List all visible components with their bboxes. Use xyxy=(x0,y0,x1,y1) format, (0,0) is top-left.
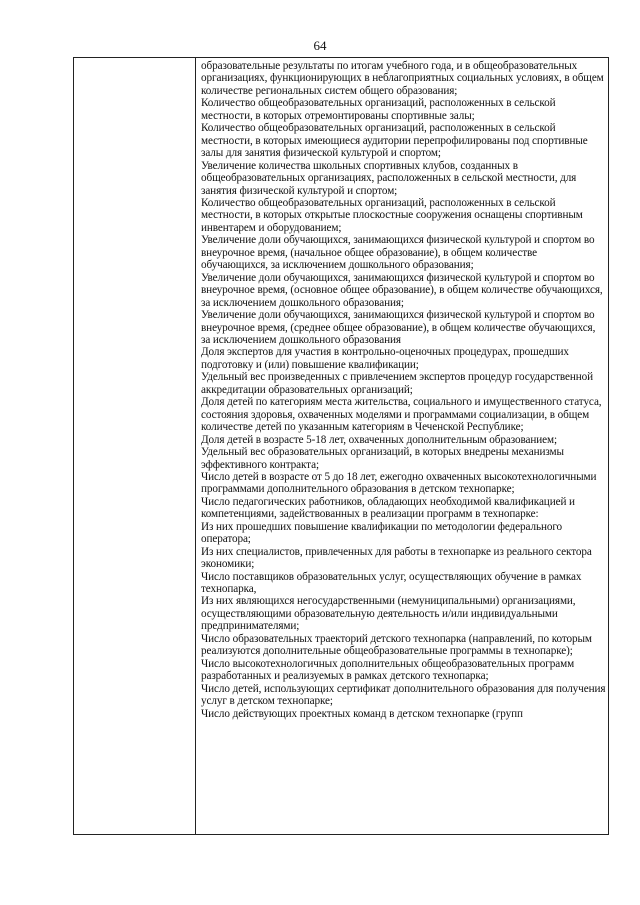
indicator-paragraph: Из них специалистов, привлеченных для работы в технопарке из реального сектора экономики; xyxy=(201,545,592,571)
indicator-paragraph: Количество общеобразовательных организаций, расположенных в сельской местности, в которых открытые плоскостные сооружения оснащены спортивным инвентарем и оборудованием; xyxy=(201,196,583,234)
indicator-paragraph: Увеличение доли обучающихся, занимающихся физической культурой и спортом во внеурочное время, (среднее общее образование), в общем количестве обучающихся, за исключением дошкольного образования xyxy=(201,309,596,346)
indicator-list xyxy=(196,58,608,720)
indicator-paragraph: Количество общеобразовательных организаций, расположенных в сельской местности, в которых имеющиеся аудитории перепрофилированы под спортивные залы для занятия физической культурой и спортом; xyxy=(201,122,588,160)
indicator-paragraph: Количество общеобразовательных организаций, расположенных в сельской местности, в которых отремонтированы спортивные залы; xyxy=(201,97,556,122)
indicator-paragraph: Из них прошедших повышение квалификации по методологии федерального оператора; xyxy=(201,520,563,546)
indicator-paragraph: Доля детей по категориям места жительства, социального и имущественного статуса, состояния здоровья, охваченных моделями и программами социализации, в общем количестве детей по указанным категориям в Чеченской Республике; xyxy=(201,396,602,434)
indicator-paragraph: Число высокотехнологичных дополнительных общеобразовательных программ разработанных и реализуемых в рамках детского технопарка; xyxy=(201,657,575,683)
indicator-paragraph: Число поставщиков образовательных услуг, осуществляющих обучение в рамках технопарка, xyxy=(201,570,582,596)
page-number: 64 xyxy=(313,38,327,53)
indicator-paragraph: Число педагогических работников, обладающих необходимой квалификацией и компетенциями, задействованных в реализации программ в технопарке: xyxy=(201,495,575,521)
indicator-paragraph: Удельный вес образовательных организаций, в которых внедрены механизмы эффективного контракта; xyxy=(201,446,564,471)
indicator-paragraph: Удельный вес произведенных с привлечением экспертов процедур государственной аккредитации образовательных организаций; xyxy=(201,371,594,396)
indicator-paragraph: Доля экспертов для участия в контрольно-оценочных процедурах, прошедших подготовку и (или) повышение квалификации; xyxy=(201,346,569,371)
indicator-paragraph: Из них являющихся негосударственными (немуниципальными) организациями, осуществляющими образовательную деятельность и/или индивидуальными предпринимателями; xyxy=(201,595,576,633)
indicator-paragraph: Число образовательных траекторий детского технопарка (направлений, по которым реализуются дополнительные общеобразовательные программы в технопарке); xyxy=(201,632,592,658)
indicator-paragraph: Увеличение количества школьных спортивных клубов, созданных в общеобразовательных организациях, расположенных в сельской местности, для занятия физической культурой и спортом; xyxy=(201,159,577,197)
indicator-paragraph: Доля детей в возрасте 5-18 лет, охваченных дополнительным образованием; xyxy=(201,433,558,446)
table-cell-empty xyxy=(74,58,196,835)
indicator-paragraph: Число детей, использующих сертификат дополнительного образования для получения услуг в детском технопарке; xyxy=(201,682,606,708)
document-table xyxy=(73,57,609,835)
indicator-paragraph: образовательные результаты по итогам учебного года, и в общеобразовательных организациях, функционирующих в неблагоприятных социальных условиях, в общем количестве региональных систем общего образования; xyxy=(201,60,604,97)
indicator-paragraph: Число детей в возрасте от 5 до 18 лет, ежегодно охваченных высокотехнологичными программами дополнительного образования в детском технопарке; xyxy=(201,470,597,496)
indicator-paragraph: Увеличение доли обучающихся, занимающихся физической культурой и спортом во внеурочное время, (основное общее образование), в общем количестве обучающихся, за исключением дошкольного образования; xyxy=(201,271,603,309)
table-row xyxy=(74,58,609,835)
indicator-paragraph: Увеличение доли обучающихся, занимающихся физической культурой и спортом во внеурочное время, (начальное общее образование), в общем количестве обучающихся, за исключением дошкольного образования; xyxy=(201,234,595,272)
indicator-paragraph: Число действующих проектных команд в детском технопарке (групп xyxy=(201,707,523,720)
table-cell-indicators xyxy=(196,58,609,835)
